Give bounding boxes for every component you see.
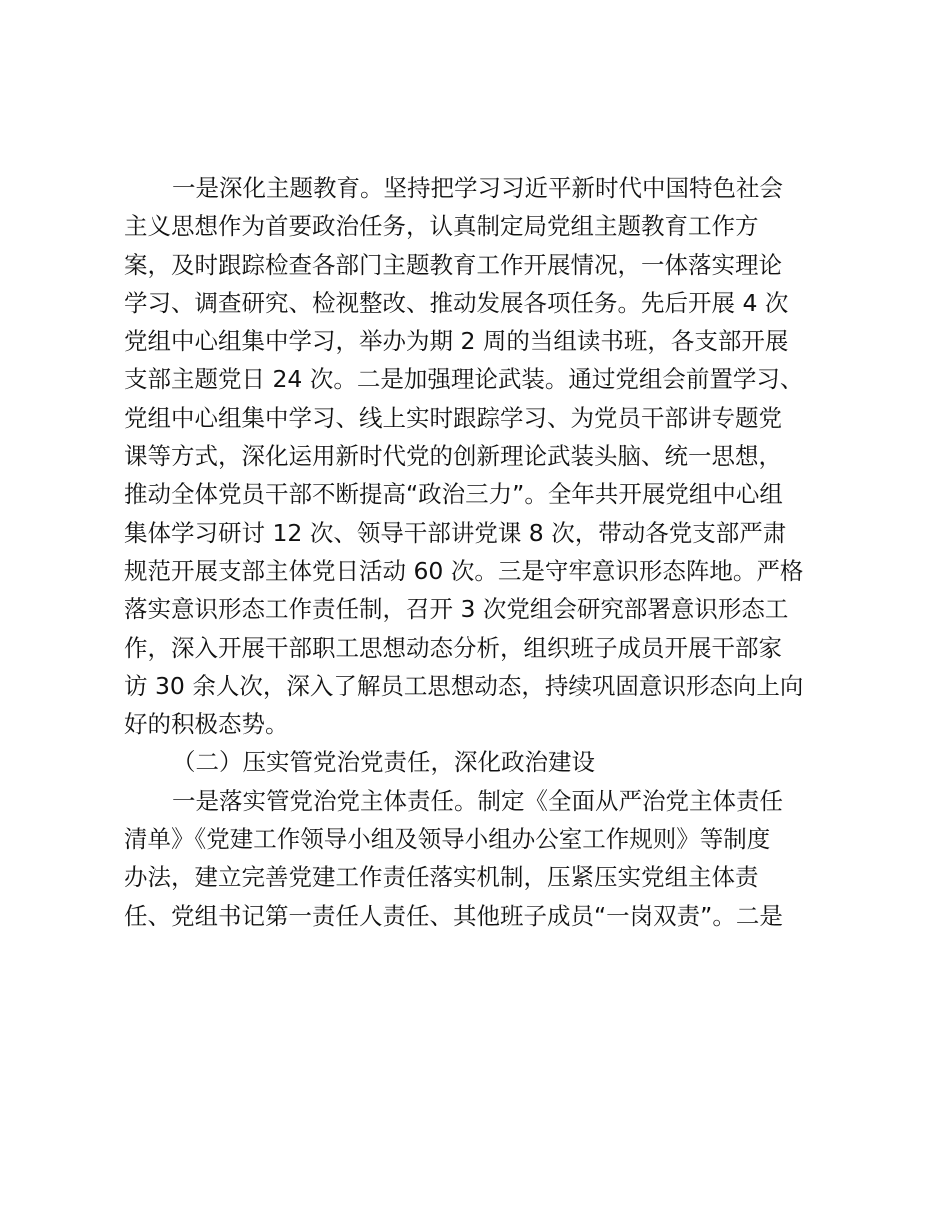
section-heading: （二）压实管党治党责任，深化政治建设 bbox=[172, 748, 595, 777]
paragraph-line: 一是落实管党治党主体责任。制定《全面从严治党主体责任 bbox=[172, 786, 783, 815]
paragraph-line: 集体学习研讨 12 次、领导干部讲党课 8 次，带动各党支部严肃 bbox=[124, 518, 787, 547]
paragraph-line: 党组中心组集中学习，举办为期 2 周的当组读书班，各支部开展 bbox=[124, 327, 789, 356]
paragraph-line: 案，及时跟踪检查各部门主题教育工作开展情况，一体落实理论 bbox=[124, 250, 782, 279]
paragraph-line: 规范开展支部主体党日活动 60 次。三是守牢意识形态阵地。严格 bbox=[124, 556, 804, 585]
document-body bbox=[124, 169, 840, 935]
paragraph-line: 任、党组书记第一责任人责任、其他班子成员“一岗双责”。二是 bbox=[124, 901, 783, 930]
paragraph-line: 学习、调查研究、检视整改、推动发展各项任务。先后开展 4 次 bbox=[124, 288, 789, 317]
paragraph-line: 党组中心组集中学习、线上实时跟踪学习、为党员干部讲专题党 bbox=[124, 403, 782, 432]
paragraph-line: 支部主题党日 24 次。二是加强理论武装。通过党组会前置学习、 bbox=[124, 365, 804, 394]
paragraph-line: 一是深化主题教育。坚持把学习习近平新时代中国特色社会 bbox=[172, 174, 783, 202]
paragraph-line: 课等方式，深化运用新时代党的创新理论武装头脑、统一思想， bbox=[124, 442, 782, 471]
paragraph-line: 作，深入开展干部职工思想动态分析，组织班子成员开展干部家 bbox=[124, 633, 782, 662]
paragraph-line: 落实意识形态工作责任制，召开 3 次党组会研究部署意识形态工 bbox=[124, 595, 789, 624]
paragraph-line: 好的积极态势。 bbox=[124, 710, 289, 739]
paragraph-line: 主义思想作为首要政治任务，认真制定局党组主题教育工作方 bbox=[124, 212, 759, 241]
paragraph-line: 清单》《党建工作领导小组及领导小组办公室工作规则》等制度 bbox=[124, 825, 771, 854]
paragraph-line: 推动全体党员干部不断提高“政治三力”。全年共开展党组中心组 bbox=[124, 480, 783, 509]
paragraph-line: 访 30 余人次，深入了解员工思想动态，持续巩固意识形态向上向 bbox=[124, 671, 804, 700]
paragraph-line: 办法，建立完善党建工作责任落实机制，压紧压实党组主体责 bbox=[124, 863, 759, 892]
